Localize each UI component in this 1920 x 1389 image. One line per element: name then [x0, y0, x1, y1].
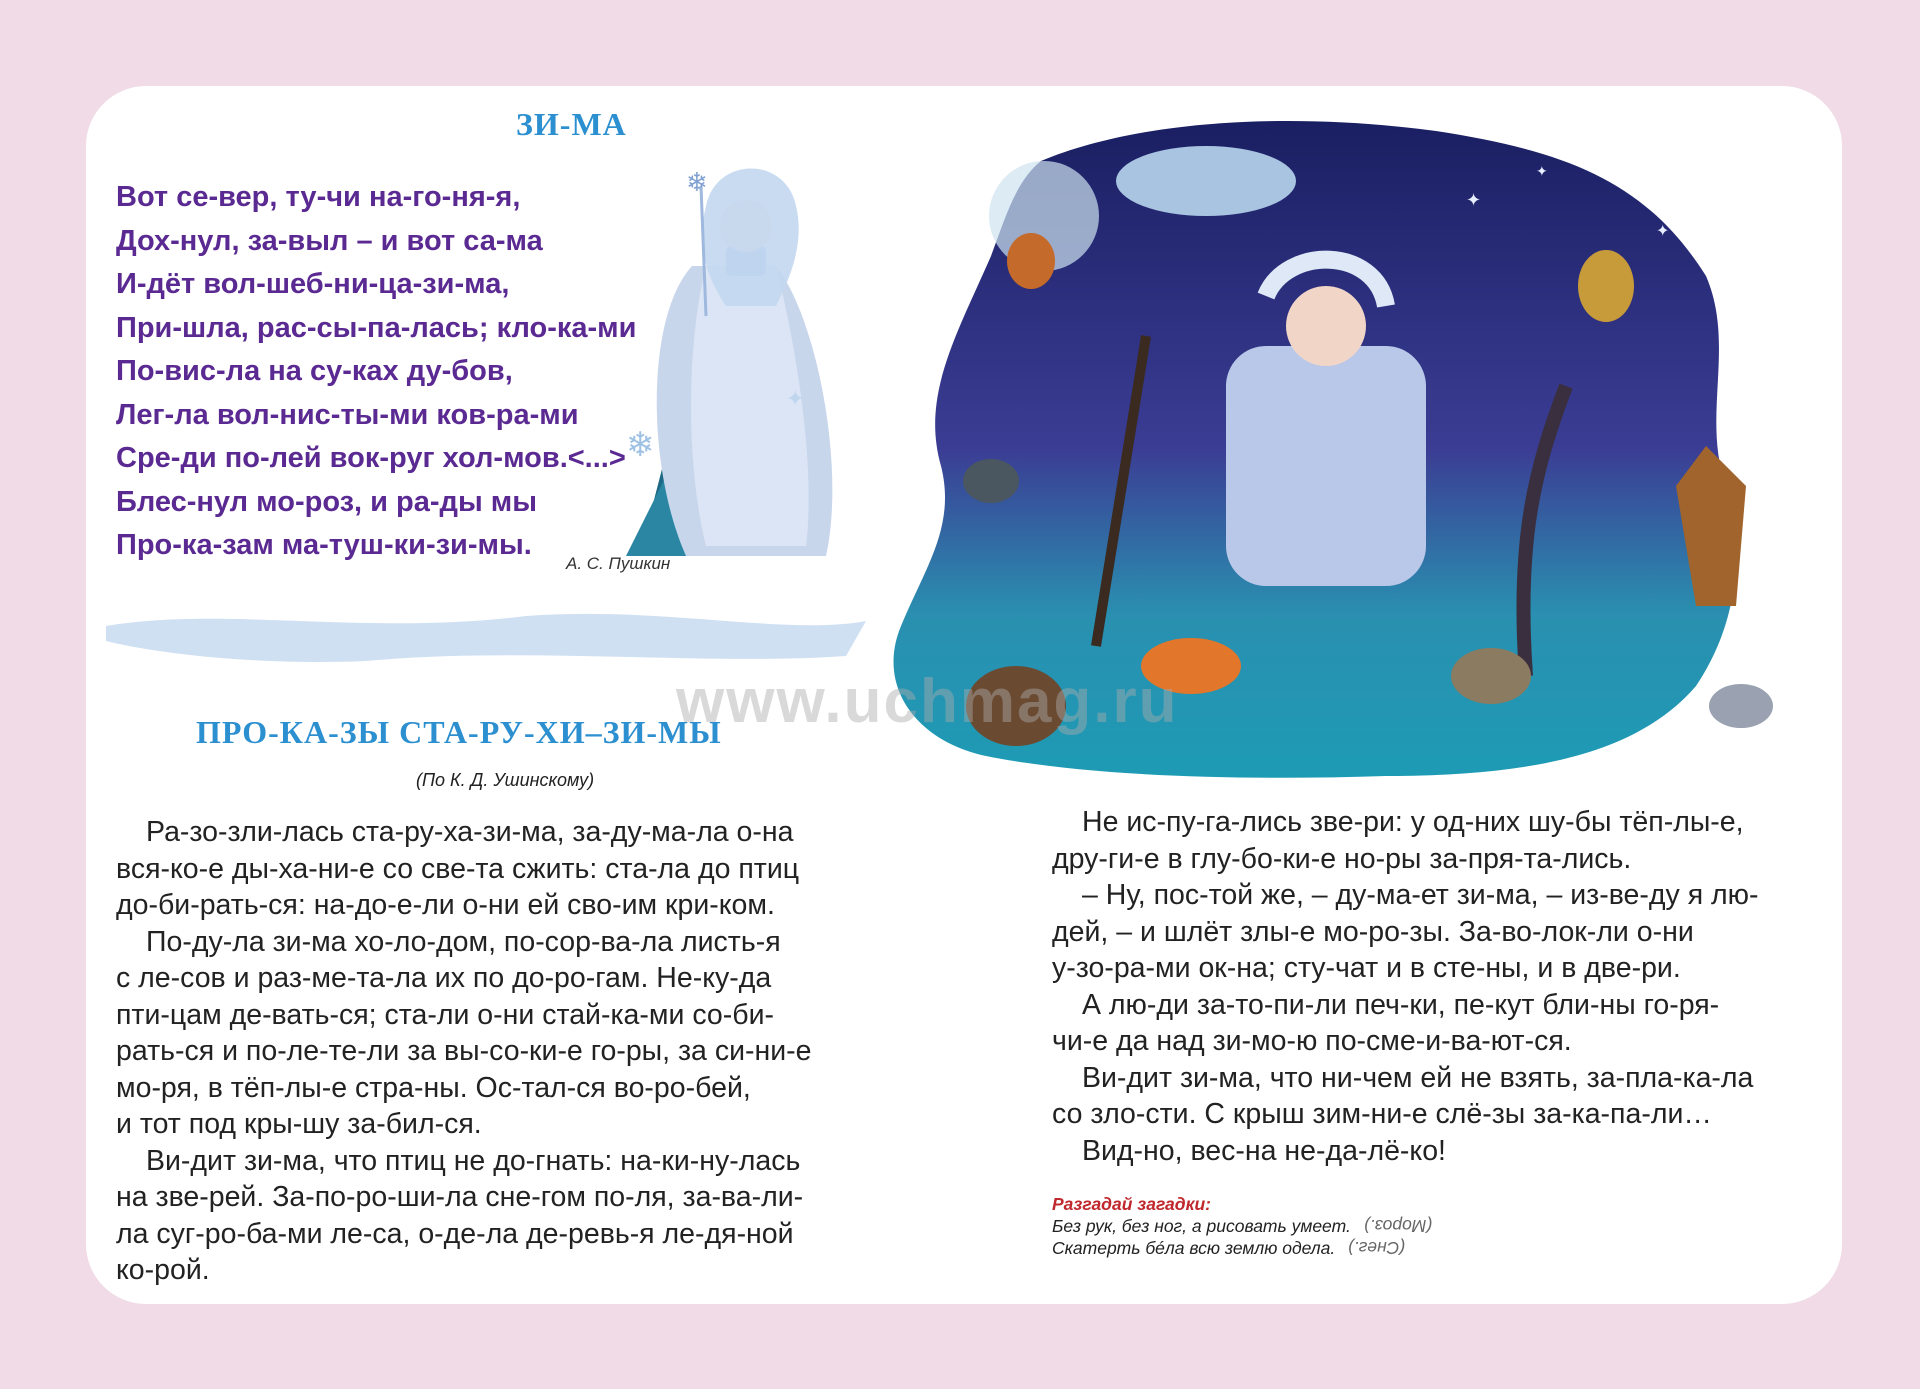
- story-line: у-зо-ра-ми ок-на; сту-чат и в сте-ны, и в две-ри.: [1052, 952, 1681, 984]
- story-title: ПРО-КА-ЗЫ СТА-РУ-ХИ–ЗИ-МЫ: [196, 714, 722, 750]
- svg-text:❄: ❄: [626, 426, 655, 464]
- riddle-text: Без рук, без ног, а рисовать умеет.: [1052, 1216, 1351, 1236]
- poem-title: ЗИ-МА: [516, 106, 627, 142]
- svg-text:✦: ✦: [1536, 163, 1548, 179]
- poem-line: Дох-нул, за-выл – и вот са-ма: [116, 224, 543, 257]
- story-line: Вид-но, вес-на не-да-лё-ко!: [1082, 1134, 1446, 1167]
- riddle-text: Скатерть бéла всю землю одела.: [1052, 1238, 1336, 1258]
- riddle-answer: (Мороз.): [1363, 1216, 1432, 1236]
- riddles-box: [1052, 1193, 1432, 1259]
- poem-line: Вот се-вер, ту-чи на-го-ня-я,: [116, 181, 521, 213]
- story-line: – Ну, пос-той же, – ду-ма-ет зи-ма, – из-ве-ду я лю-: [1082, 879, 1759, 911]
- story-line: с ле-сов и раз-ме-та-ла их по до-ро-гам. Не-ку-да: [116, 962, 772, 994]
- poem-line: Про-ка-зам ма-туш-ки-зи-мы.: [116, 529, 532, 561]
- story-line: дру-ги-е в глу-бо-ки-е но-ры за-пря-та-лись.: [1052, 842, 1632, 875]
- story-line: чи-е да над зи-мо-ю по-сме-и-ва-ют-ся.: [1052, 1025, 1572, 1057]
- story-line: рать-ся и по-ле-те-ли за вы-со-ки-е го-ры, за си-ни-е: [116, 1035, 812, 1067]
- riddle-item: [1052, 1237, 1432, 1259]
- poem-line: Сре-ди по-лей вок-руг хол-мов.<...>: [116, 442, 626, 474]
- story-line: Не ис-пу-га-лись зве-ри: у од-них шу-бы тёп-лы-е,: [1082, 806, 1744, 838]
- riddle-answer: (Снег.): [1348, 1238, 1406, 1258]
- story-line: ла суг-ро-ба-ми ле-са, о-де-ла де-ревь-я ле-дя-ной: [116, 1217, 794, 1250]
- poem-line: При-шла, рас-сы-па-лась; кло-ка-ми: [116, 311, 637, 344]
- poem-text: [116, 176, 636, 568]
- story-line: пти-цам де-вать-ся; ста-ли о-ни стай-ка-ми со-би-: [116, 998, 774, 1031]
- poem-line: По-вис-ла на су-ках ду-бов,: [116, 355, 513, 387]
- riddle-item: [1052, 1215, 1432, 1237]
- svg-text:✦: ✦: [1466, 190, 1482, 210]
- story-line: Ра-зо-зли-лась ста-ру-ха-зи-ма, за-ду-ма-ла о-на: [146, 816, 794, 848]
- story-line: Ви-дит зи-ма, что птиц не до-гнать: на-ки-ну-лась: [146, 1144, 801, 1177]
- story-line: мо-ря, в тёп-лы-е стра-ны. Ос-тал-ся во-ро-бей,: [116, 1071, 751, 1104]
- story-source: (По К. Д. Ушинскому): [416, 770, 595, 790]
- ice-strip-decoration: [106, 606, 866, 666]
- poem-author: А. С. Пушкин: [566, 554, 671, 573]
- book-spread: [86, 86, 1842, 1304]
- story-line: ко-рой.: [116, 1254, 210, 1286]
- poem-line: И-дёт вол-шеб-ни-ца-зи-ма,: [116, 268, 510, 300]
- story-line: на зве-рей. За-по-ро-ши-ла сне-гом по-ля, за-ва-ли-: [116, 1181, 804, 1213]
- poem-line: Блес-нул мо-роз, и ра-ды мы: [116, 485, 538, 518]
- story-line: А лю-ди за-то-пи-ли печ-ки, пе-кут бли-ны го-ря-: [1082, 988, 1720, 1021]
- story-line: Ви-дит зи-ма, что ни-чем ей не взять, за-пла-ка-ла: [1082, 1061, 1754, 1094]
- story-line: до-би-рать-ся: на-до-е-ли о-ни ей сво-им кри-ком.: [116, 889, 775, 921]
- poem-line: Лег-ла вол-нис-ты-ми ков-ра-ми: [116, 398, 579, 431]
- svg-text:❄: ❄: [686, 167, 708, 197]
- story-column-right: [1052, 804, 1792, 1169]
- story-line: По-ду-ла зи-ма хо-ло-дом, по-сор-ва-ла листь-я: [146, 925, 781, 958]
- story-line: и тот под кры-шу за-бил-ся.: [116, 1108, 482, 1140]
- story-line: со зло-сти. С крыш зим-ни-е слё-зы за-ка-па-ли…: [1052, 1098, 1712, 1130]
- svg-text:✦: ✦: [786, 386, 805, 411]
- story-line: вся-ко-е ды-ха-ни-е со све-та сжить: ста-ла до птиц: [116, 852, 800, 885]
- story-line: дей, – и шлёт злы-е мо-ро-зы. За-во-лок-ли о-ни: [1052, 915, 1694, 948]
- svg-text:✦: ✦: [1656, 223, 1670, 240]
- watermark: www.uchmag.ru: [676, 667, 1179, 736]
- story-column-left: [116, 814, 856, 1289]
- riddles-heading: Разгадай загадки:: [1052, 1194, 1211, 1214]
